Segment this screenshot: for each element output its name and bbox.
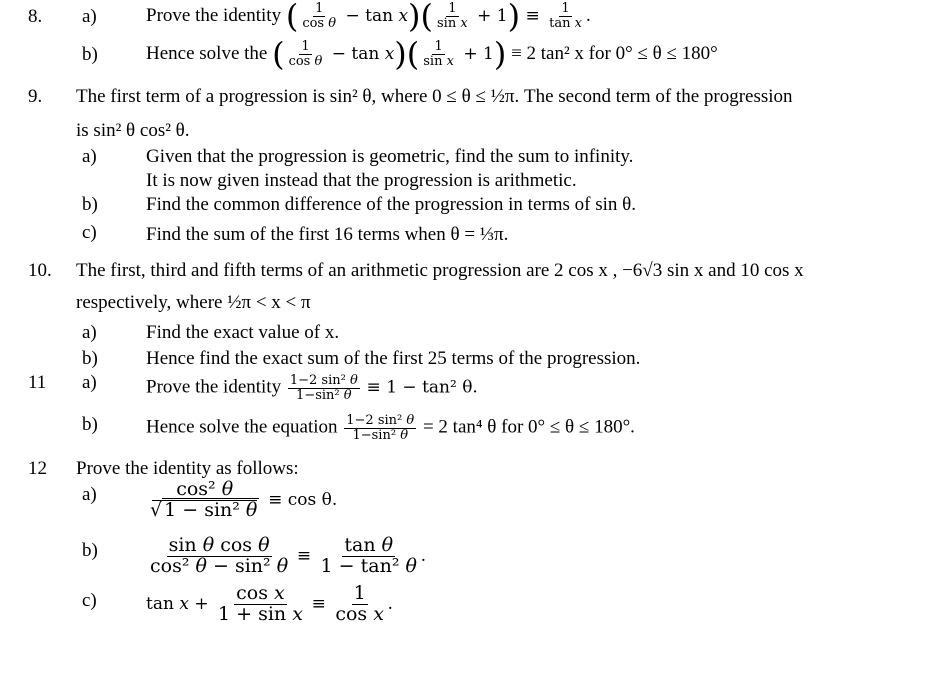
q11-b-rhs: = 2 tan⁴ θ for 0° ≤ θ ≤ 180°. [422,416,635,438]
q11-a-rhs: ≡ 1 − tan² θ. [366,377,478,398]
q12-c-line: tan x + $\frac{\text{cos x}}{\text{1 + sin x}}$ ≡ $\frac{1}{\text{cos x}}$ . [146,582,393,625]
q10-b-text: Hence find the exact sum of the first 25 terms of the progression. [146,348,641,369]
q12-a-rhs: ≡ cos θ. [268,489,338,510]
q10-number: 10. [28,260,52,281]
q12-c-label: c) [82,590,97,611]
q11-a-fraction: $\frac{\text{1−2 sin² θ}}{\text{1−sin² θ}}$ [289,373,358,403]
q10-line1: The first, third and fifth terms of an arithmetic progression are 2 cos x , −6√3 sin x and 10 cos x [76,260,804,281]
q12-b-left-fraction: $\frac{\text{sin θ cos θ}}{\text{cos² θ − sin² θ}}$ [150,534,289,577]
q10-line2: respectively, where ½π < x < π [76,292,311,313]
q9-a-label: a) [82,146,97,167]
q9-note: It is now given instead that the progression is arithmetic. [146,170,577,191]
q12-b-line: $\frac{\text{sin θ cos θ}}{\text{cos² θ − sin² θ}}$ ≡ $\frac{\text{tan θ}}{\text{1 − tan² θ}}$ . [150,534,426,577]
q11-b-line [146,414,635,442]
q10-b-label: b) [82,348,98,369]
q11-b-text: Hence solve the equation [146,416,338,438]
q12-c-right-fraction: $\frac{1}{\text{cos x}}$ [335,582,384,625]
q8-b-rhs: ≡ 2 tan² x for 0° ≤ θ ≤ 180° [511,42,718,64]
q9-b-label: b) [82,194,98,215]
q11-b-fraction: $\frac{\text{1−2 sin² θ}}{\text{1−sin² θ}}$ [346,413,415,443]
q11-a-text: Prove the identity [146,376,282,398]
q12-a-label: a) [82,484,97,505]
q10-a-text: Find the exact value of x. [146,322,340,343]
q11-b-label: b) [82,414,98,435]
q11-number: 11 [28,372,47,393]
q9-number: 9. [28,86,43,107]
q11-a-label: a) [82,372,97,393]
q8-a-label: a) [82,6,97,27]
q8-a-identity: ( $\frac{1}{\text{cos θ}}$ − tan x)( $\frac{1}{\text{sin x}}$ + 1) ≡ $\frac{1}{\text{tan x}}$ . [285,0,591,35]
q8-b-expression: ( $\frac{1}{\text{cos θ}}$ − tan x)( $\frac{1}{\text{sin x}}$ + 1) [272,35,507,73]
q12-c-left-fraction: $\frac{\text{cos x}}{\text{1 + sin x}}$ [217,582,303,625]
q12-b-right-fraction: $\frac{\text{tan θ}}{\text{1 − tan² θ}}$ [320,534,417,577]
q8-b-line [146,35,718,73]
q8-a-line [146,0,591,35]
q9-line2: is sin² θ cos² θ. [76,120,190,141]
q9-c-text: Find the sum of the first 16 terms when θ = ⅓π. [146,224,509,245]
q9-line1: The first term of a progression is sin² θ, where 0 ≤ θ ≤ ½π. The second term of the progression [76,86,793,107]
q10-a-label: a) [82,322,97,343]
q8-number: 8. [28,6,43,27]
q9-c-label: c) [82,222,97,243]
q8-a-text: Prove the identity [146,4,282,26]
q9-b-text: Find the common difference of the progression in terms of sin θ. [146,194,636,215]
q11-a-line [146,374,478,402]
q8-b-text: Hence solve the [146,42,268,64]
q12-a-line [146,480,337,521]
q8-b-label: b) [82,44,98,65]
q12-number: 12 [28,458,47,479]
q12-a-fraction: $\frac{\text{cos² θ}}{\text{√ 1 − sin² θ}}$ [150,478,258,521]
q12-intro: Prove the identity as follows: [76,458,299,479]
q12-b-label: b) [82,540,98,561]
q9-a-text: Given that the progression is geometric, find the sum to infinity. [146,146,634,167]
